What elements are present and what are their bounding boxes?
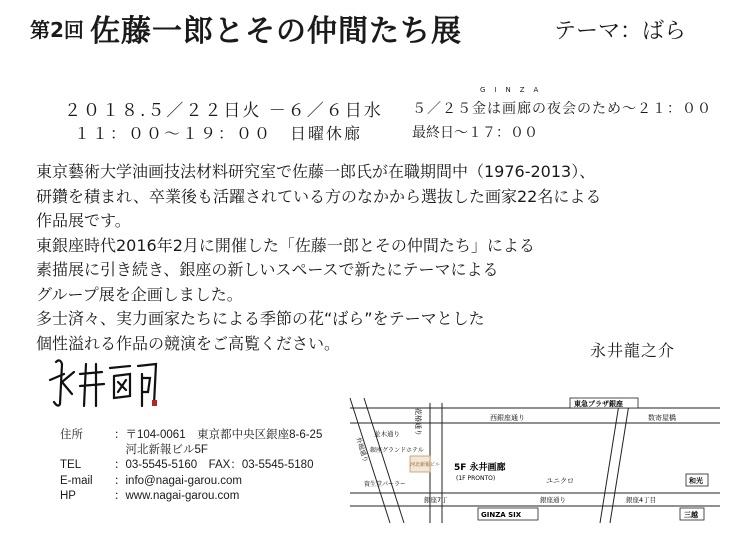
contact-website[interactable]: ：www.nagai-garou.com — [114, 489, 240, 502]
intro-text — [36, 160, 601, 356]
intro-line: 作品展です。 — [36, 211, 131, 230]
contact-row — [60, 443, 322, 458]
access-map — [330, 378, 730, 528]
contact-row — [60, 474, 322, 489]
map-gallery-label: 5F 永井画廊 — [454, 463, 506, 473]
contact-label: HP — [60, 489, 76, 502]
intro-line: 個性溢れる作品の競演をご高覧ください。 — [36, 333, 341, 353]
opening-hours: １１：００～１９：００ 日曜休廊 — [74, 124, 363, 143]
map-kahoku-building: 河北新報ビル — [410, 462, 441, 468]
map-gallery-sub: (1F PRONTO) — [456, 475, 496, 482]
contact-address: ：〒104-0061 東京都中央区銀座8-6-25 — [114, 429, 323, 441]
intro-line: 東銀座時代2016年2月に開催した「佐藤一郎とその仲間たち」による — [36, 235, 535, 255]
map-street-ginza-7: 銀座7丁 — [424, 496, 448, 504]
contact-label: TEL — [60, 459, 82, 472]
intro-line: 素描展に引き続き、銀座の新しいスペースで新たにテーマによる — [36, 260, 499, 279]
map-street-ginza-4: 銀座4丁目 — [626, 496, 657, 504]
contact-label: E-mail — [60, 474, 93, 487]
last-day-note: 最終日～１７：００ — [412, 125, 538, 141]
map-ginza-six: GINZA SIX — [481, 511, 522, 519]
night-event-ruby: GINZA — [480, 86, 548, 94]
map-street-namiki: 並木通り — [374, 430, 400, 438]
edition-label: 第2回 — [30, 18, 84, 42]
contact-label: 住所 — [60, 429, 83, 441]
contact-row — [60, 428, 322, 443]
intro-line: グループ展を企画しました。 — [36, 284, 243, 304]
contact-building: 河北新報ビル5F — [114, 444, 208, 457]
intro-line: 多士済々、実力画家たちによる季節の花“ばら”をテーマとした — [36, 309, 485, 328]
contact-row — [60, 489, 322, 504]
intro-line: 研鑽を積まれ、卒業後も活躍されている方のなかから選抜した画家22名による — [36, 186, 602, 206]
contact-phone: ：03-5545-5160 FAX：03-5545-5180 — [114, 459, 314, 472]
night-event-note: ５／２５金は画廊の夜会のため～２１：００ — [412, 101, 712, 117]
map-grand-hotel: 銀座グランドホテル — [370, 447, 424, 454]
exhibition-dates: ２０１８.５／２２日火 －６／６日水 — [64, 101, 383, 121]
map-wako: 和光 — [689, 477, 703, 485]
map-street-hanatsubaki: 花椿通り — [414, 408, 422, 436]
theme-label: テーマ：ばら — [554, 19, 687, 44]
contact-email[interactable]: ：info@nagai-garou.com — [114, 474, 243, 487]
map-street-nishi-ginza: 西銀座通り — [490, 414, 525, 422]
map-mitsukoshi: 三越 — [684, 511, 698, 519]
map-street-sukiyabashi: 数寄屋橋 — [648, 414, 676, 422]
map-street-sotobori: 外堀通り — [354, 436, 370, 464]
contact-info — [60, 428, 322, 504]
contact-row — [60, 458, 322, 473]
contact-label — [60, 443, 114, 458]
map-street-ginza-dori: 銀座通り — [540, 496, 566, 504]
map-tokyu-plaza: 東急プラザ銀座 — [574, 400, 623, 408]
map-shiseido: 資生堂パーラー — [364, 481, 407, 488]
intro-line: 東京藝術大学油画技法材料研究室で佐藤一郎氏が在職期間中（1976-2013）、 — [36, 162, 596, 181]
map-uniqlo: ユニクロ — [546, 477, 574, 485]
signature: 永井龍之介 — [590, 341, 676, 360]
exhibition-title: 佐藤一郎とその仲間たち展 — [90, 14, 462, 49]
gallery-logo — [46, 352, 166, 416]
